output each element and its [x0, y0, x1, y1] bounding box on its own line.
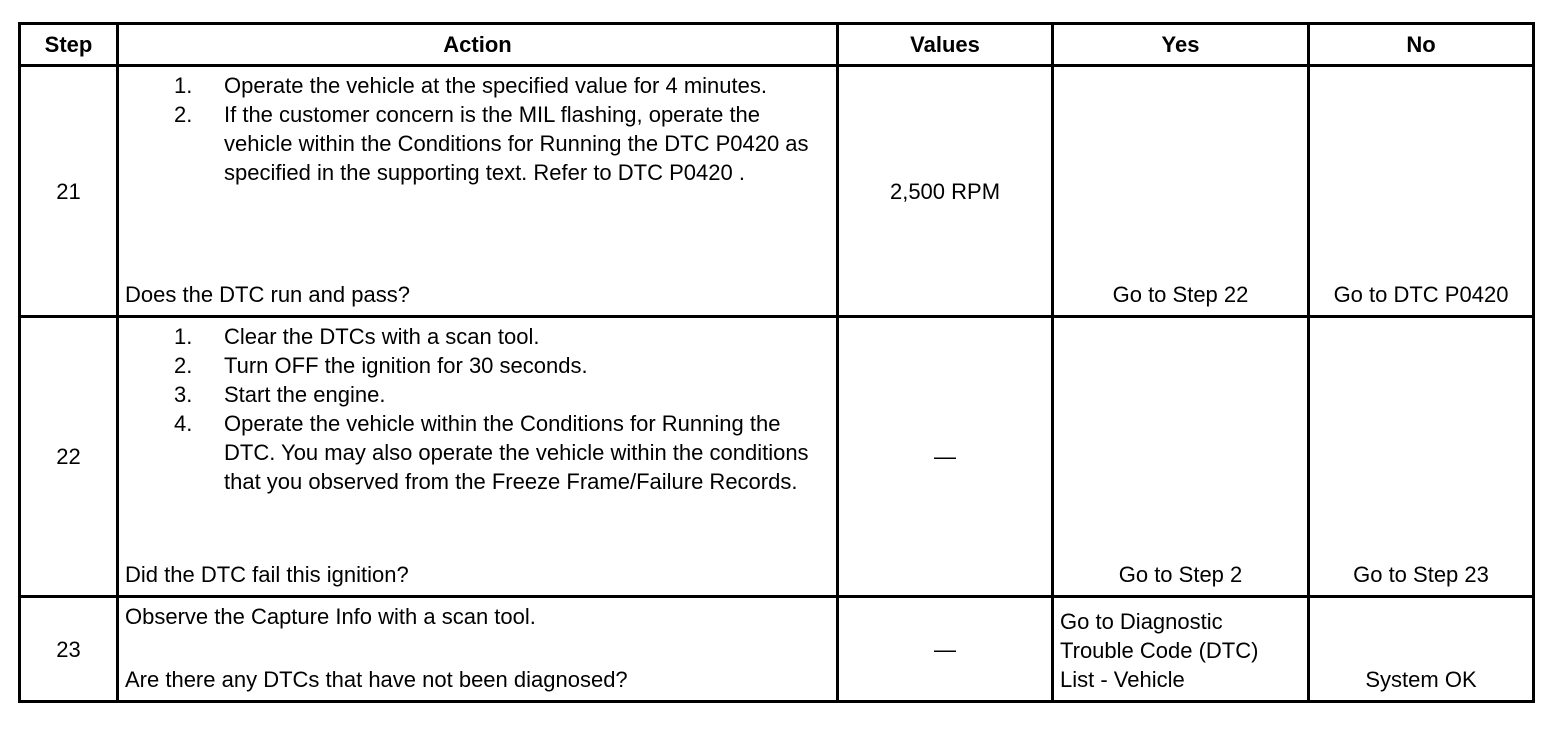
no-cell: [1309, 597, 1534, 702]
step-item-text: Clear the DTCs with a scan tool.: [224, 324, 540, 349]
no-cell: [1309, 66, 1534, 317]
step-item-number: 2.: [174, 353, 193, 378]
yes-cell: [1053, 597, 1309, 702]
step-item-number: 1.: [174, 73, 193, 98]
yes-cell: [1053, 66, 1309, 317]
yes-cell: [1053, 317, 1309, 597]
action-text: Observe the Capture Info with a scan tool.: [125, 604, 536, 629]
yes-result: Go to Step 22: [1112, 282, 1249, 307]
step-item-number: 1.: [174, 324, 193, 349]
step-number: 21: [20, 66, 118, 317]
yes-result: [1060, 607, 1258, 694]
no-result: System OK: [1365, 667, 1477, 692]
action-step: [119, 380, 836, 409]
no-result: Go to DTC P0420: [1333, 282, 1509, 307]
value-cell: —: [838, 597, 1053, 702]
no-result: Go to Step 23: [1353, 562, 1489, 587]
action-step: [119, 71, 836, 100]
action-step: [119, 100, 836, 187]
action-cell: [118, 317, 838, 597]
yes-result-line: List - Vehicle: [1060, 667, 1185, 692]
table-row: [20, 317, 1534, 597]
header-no: No: [1309, 24, 1534, 66]
step-item-number: 2.: [174, 102, 193, 127]
header-step: Step: [20, 24, 118, 66]
action-step: [119, 351, 836, 380]
action-steps: [119, 318, 836, 496]
step-item-number: 3.: [174, 382, 193, 407]
diagnostic-table: [18, 22, 1535, 703]
action-step: [119, 322, 836, 351]
yes-result: Go to Step 2: [1118, 562, 1243, 587]
yes-result-line: Go to Diagnostic: [1060, 609, 1223, 634]
value-cell: 2,500 RPM: [838, 66, 1053, 317]
step-item-text: Start the engine.: [224, 382, 386, 407]
step-item-text: If the customer concern is the MIL flashing, operate the vehicle within the Conditions for Running the DTC P0420 as specified in the supporting text. Refer to DTC P0420 .: [224, 102, 809, 185]
step-item-text: Operate the vehicle at the specified value for 4 minutes.: [224, 73, 767, 98]
step-item-text: Operate the vehicle within the Conditions for Running the DTC. You may also operate the vehicle within the conditions that you observed from the Freeze Frame/Failure Records.: [224, 411, 809, 494]
no-cell: [1309, 317, 1534, 597]
header-yes: Yes: [1053, 24, 1309, 66]
header-row: [20, 24, 1534, 66]
action-question: Does the DTC run and pass?: [125, 282, 410, 307]
value-cell: —: [838, 317, 1053, 597]
header-action: Action: [118, 24, 838, 66]
header-values: Values: [838, 24, 1053, 66]
step-item-number: 4.: [174, 411, 193, 436]
action-step: [119, 409, 836, 496]
table-row: [20, 597, 1534, 702]
step-number: 23: [20, 597, 118, 702]
yes-result-line: Trouble Code (DTC): [1060, 638, 1259, 663]
step-number: 22: [20, 317, 118, 597]
action-steps: [119, 67, 836, 187]
action-cell: [118, 66, 838, 317]
step-item-text: Turn OFF the ignition for 30 seconds.: [224, 353, 588, 378]
action-cell: [118, 597, 838, 702]
table-row: [20, 66, 1534, 317]
action-question: Are there any DTCs that have not been diagnosed?: [125, 667, 628, 692]
action-question: Did the DTC fail this ignition?: [125, 562, 409, 587]
